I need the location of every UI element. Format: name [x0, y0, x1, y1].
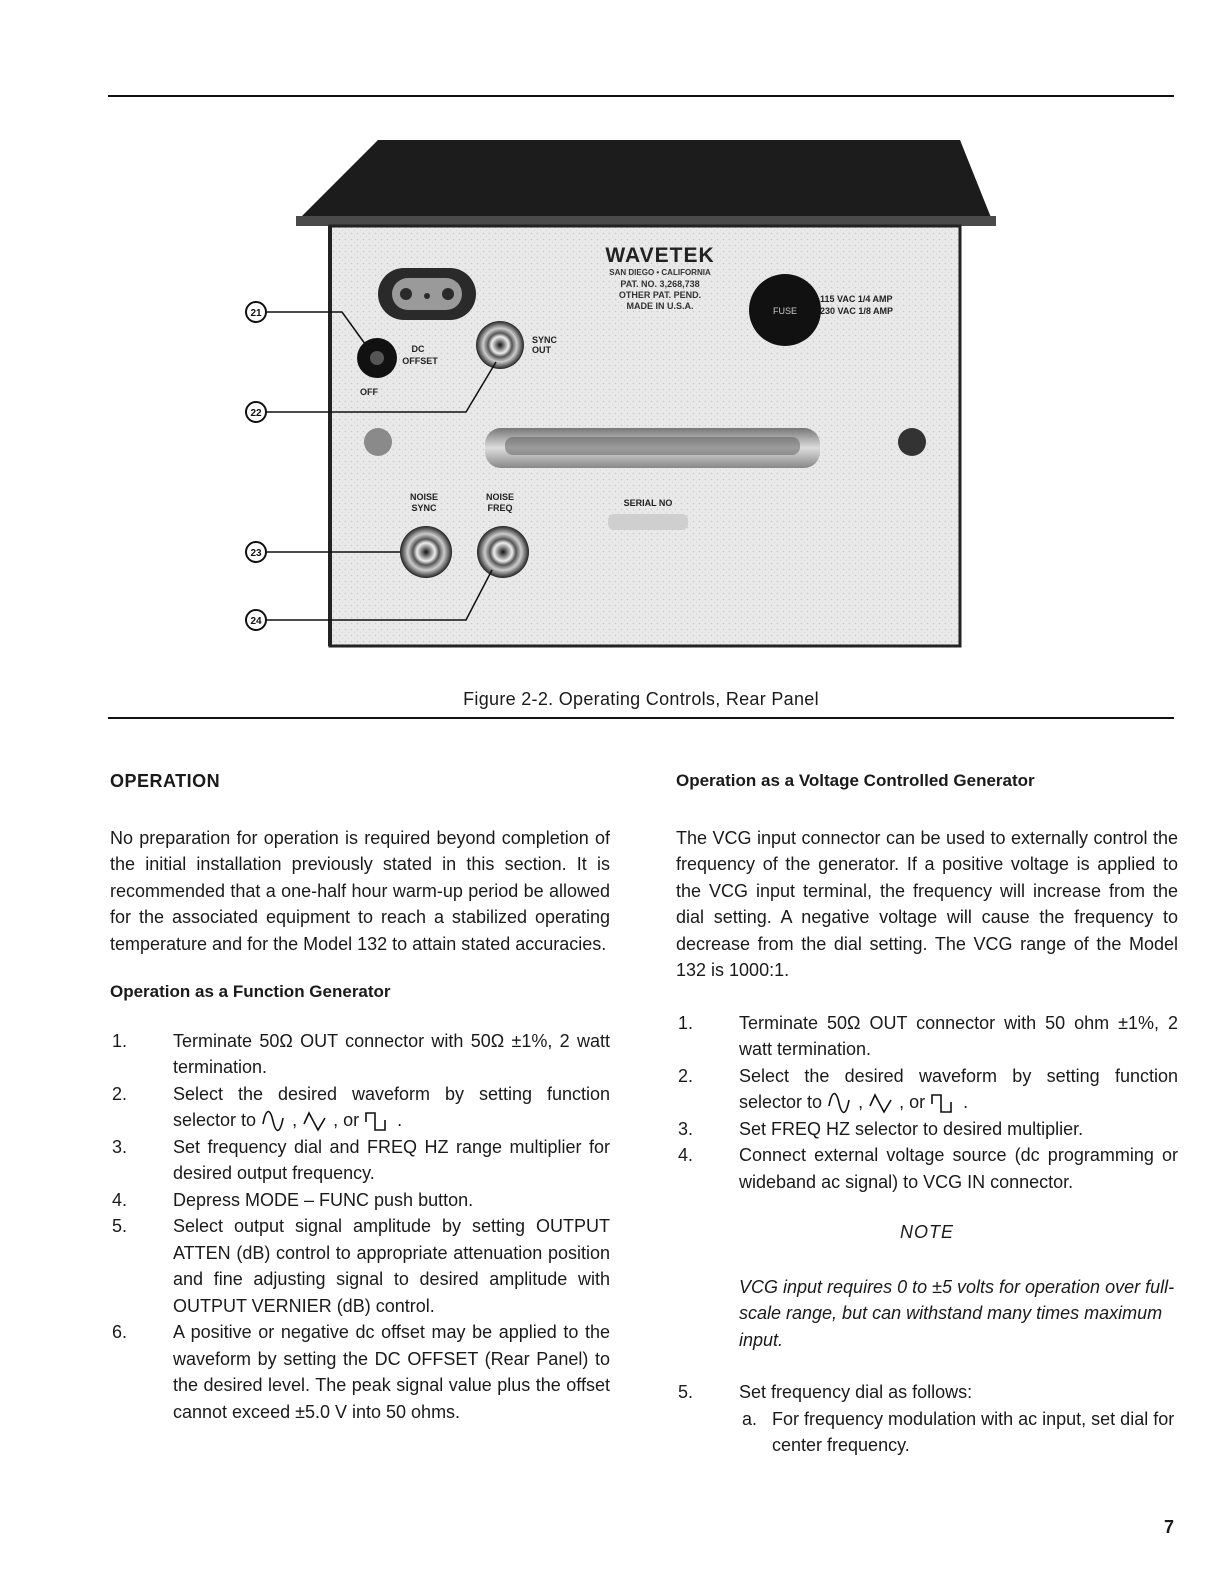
list-item: 3. Set frequency dial and FREQ HZ range multiplier for desired output frequency.	[112, 1136, 610, 1183]
brand-line-2: PAT. NO. 3,268,738	[620, 279, 700, 289]
list-item: 5. Select output signal amplitude by setting OUTPUT ATTEN (dB) control to appropriate attenuation position and fine adjusting signal to desired amplitude with OUTPUT VERNIER (dB) control.	[112, 1216, 610, 1316]
callout-24	[246, 610, 266, 630]
list-item: 4. Depress MODE – FUNC push button.	[112, 1189, 474, 1210]
serial-plate	[608, 514, 688, 530]
square-wave-icon	[930, 1092, 958, 1114]
brand-line-4: MADE IN U.S.A.	[626, 301, 694, 311]
note-body: VCG input requires 0 to ±5 volts for operation over full-scale range, but can withstand many times maximum input.	[739, 1276, 1175, 1350]
note-title: NOTE	[899, 1222, 954, 1242]
sine-wave-icon	[827, 1092, 853, 1114]
operation-heading: OPERATION	[110, 771, 221, 791]
power-rating-2: 230 VAC 1/8 AMP	[820, 306, 894, 316]
vcg-intro: The VCG input connector can be used to externally control the frequency of the generator. If a positive voltage is applied to the VCG input terminal, the frequency will increase from the dial setting. A negative voltage will cause the frequency to decrease from the dial setting. The VCG range of the Model 132 is 1000:1.	[676, 827, 1178, 980]
caption-rule	[108, 717, 1174, 719]
svg-text:NOISE: NOISE	[485, 492, 515, 502]
vcg-steps	[676, 1010, 1178, 1196]
function-generator-heading: Operation as a Function Generator	[110, 982, 391, 1001]
list-item: 3. Set FREQ HZ selector to desired multiplier.	[678, 1118, 1084, 1139]
operation-intro: No preparation for operation is required beyond completion of the initial installation previously stated in this section. It is recommended that a one-half hour warm-up period be allowed for the associated equipment to reach a stabilized operating temperature and for the Model 132 to attain stated accuracies.	[110, 827, 610, 954]
brand-line-1: SAN DIEGO • CALIFORNIA	[609, 268, 711, 277]
noise-sync-bnc	[400, 526, 452, 578]
list-item: 5. Set frequency dial as follows:	[678, 1382, 973, 1402]
callout-22	[246, 402, 266, 422]
sync-out-bnc	[476, 321, 524, 369]
callout-21	[246, 302, 266, 322]
list-item: 4. Connect external voltage source (dc programming or wideband ac signal) to VCG IN connector.	[678, 1145, 1178, 1192]
function-generator-steps	[110, 1028, 610, 1426]
list-item: 2. Select the desired waveform by setting function selector to , , or .	[110, 1081, 610, 1134]
brand-line-3: OTHER PAT. PEND.	[618, 290, 702, 300]
list-item: 1. Terminate 50Ω OUT connector with 50 ohm ±1%, 2 watt termination.	[678, 1012, 1178, 1059]
svg-text:OFFSET: OFFSET	[402, 356, 438, 366]
svg-text:22: 22	[250, 408, 262, 419]
page-number: 7	[1164, 1517, 1175, 1537]
callout-23	[246, 542, 266, 562]
power-rating-1: 115 VAC 1/4 AMP	[820, 294, 893, 304]
svg-text:21: 21	[250, 308, 262, 319]
brand-logo: WAVETEK	[605, 244, 715, 267]
fuse-label: FUSE	[772, 306, 798, 316]
sine-wave-icon	[261, 1110, 287, 1132]
sub-item-a: a. For frequency modulation with ac input, set dial for center frequency.	[742, 1408, 1175, 1455]
svg-text:FREQ: FREQ	[487, 503, 513, 513]
svg-text:SYNC: SYNC	[532, 335, 558, 345]
list-item: 6. A positive or negative dc offset may be applied to the waveform by setting the DC OFFSET (Rear Panel) to the desired level. The peak signal value plus the offset cannot exceed ±5.0 V into 50 ohms.	[112, 1322, 610, 1422]
svg-text:SYNC: SYNC	[411, 503, 437, 513]
right-column	[676, 768, 1178, 1459]
svg-text:24: 24	[250, 616, 262, 627]
figure-caption: Figure 2-2. Operating Controls, Rear Panel	[463, 689, 819, 709]
svg-text:DC: DC	[411, 344, 425, 354]
list-item: 2. Select the desired waveform by setting function selector to , , or .	[676, 1063, 1178, 1116]
left-column	[110, 768, 610, 1425]
square-wave-icon	[364, 1110, 392, 1132]
list-item: 1. Terminate 50Ω OUT connector with 50Ω ±1%, 2 watt termination.	[112, 1030, 610, 1077]
svg-text:23: 23	[250, 548, 262, 559]
triangle-wave-icon	[302, 1110, 328, 1132]
svg-text:NOISE: NOISE	[409, 492, 439, 502]
triangle-wave-icon	[868, 1092, 894, 1114]
top-rule	[108, 95, 1174, 97]
vcg-heading: Operation as a Voltage Controlled Generator	[676, 771, 1035, 790]
noise-freq-bnc	[477, 526, 529, 578]
off-label: OFF	[360, 387, 378, 397]
svg-text:OUT: OUT	[532, 345, 551, 355]
cabinet-top	[298, 140, 992, 220]
rear-panel-photo	[200, 130, 1030, 670]
vcg-steps-continued	[676, 1379, 1178, 1406]
serial-label: SERIAL NO	[623, 498, 673, 508]
